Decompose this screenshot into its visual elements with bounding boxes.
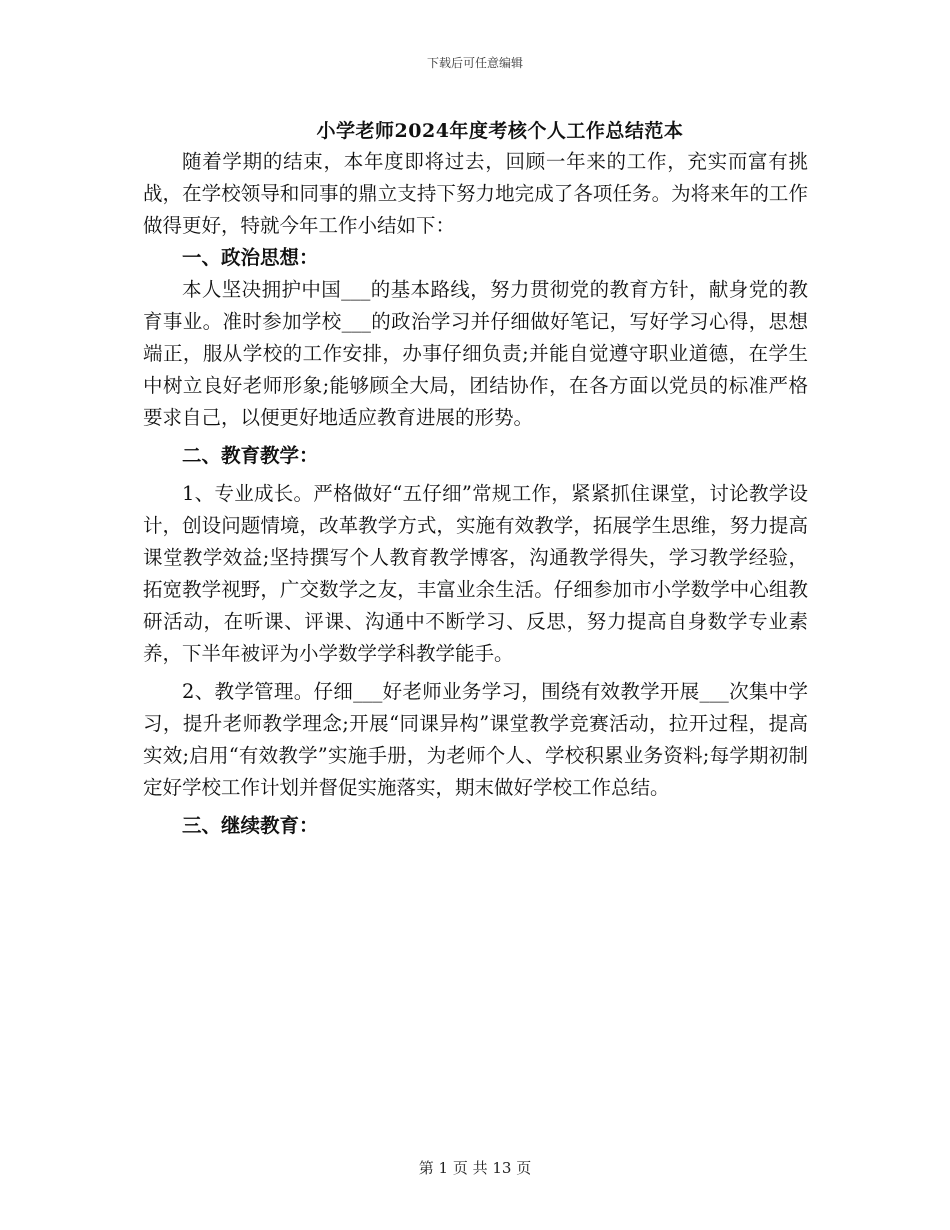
section-heading-continuing-education: 三、继续教育： [182,814,319,837]
teaching-management-paragraph: 2、教学管理。仔细___好老师业务学习，围绕有效教学开展___次集中学习，提升老师教学理念;开展“同课异构”课堂教学竞赛活动，拉开过程，提高实效;启用“有效教学”实施手册，为老师个人、学校积累业务资料;每学期初制定好学校工作计划并督促实施落实，期末做好学校工作总结。 [143,680,808,799]
document-body [143,146,808,842]
professional-growth-paragraph: 1、专业成长。严格做好“五仔细”常规工作，紧紧抓住课堂，讨论教学设计，创设问题情境，改革教学方式，实施有效教学，拓展学生思维，努力提高课堂教学效益;坚持撰写个人教育教学博客，沟通教学得失，学习教学经验，拓宽教学视野，广交数学之友，丰富业余生活。仔细参加市小学数学中心组教研活动，在听课、评课、沟通中不断学习、反思，努力提高自身数学专业素养，下半年被评为小学数学学科教学能手。 [143,482,808,665]
section-heading-teaching: 二、教育教学： [182,444,319,467]
section-heading-politics: 一、政治思想： [182,246,319,269]
document-title: 小学老师2024年度考核个人工作总结范本 [316,120,684,142]
politics-paragraph: 本人坚决拥护中国___的基本路线，努力贯彻党的教育方针，献身党的教育事业。准时参加学校___的政治学习并仔细做好笔记，写好学习心得，思想端正，服从学校的工作安排，办事仔细负责;并能自觉遵守职业道德，在学生中树立良好老师形象;能够顾全大局，团结协作，在各方面以党员的标准严格要求自己，以便更好地适应教育进展的形势。 [143,278,808,429]
header-note: 下载后可任意编辑 [426,56,523,70]
intro-paragraph: 随着学期的结束，本年度即将过去，回顾一年来的工作，充实而富有挑战，在学校领导和同事的鼎立支持下努力地完成了各项任务。为将来年的工作做得更好，特就今年工作小结如下： [143,150,808,237]
page-number: 第 1 页 共 13 页 [418,1159,532,1177]
